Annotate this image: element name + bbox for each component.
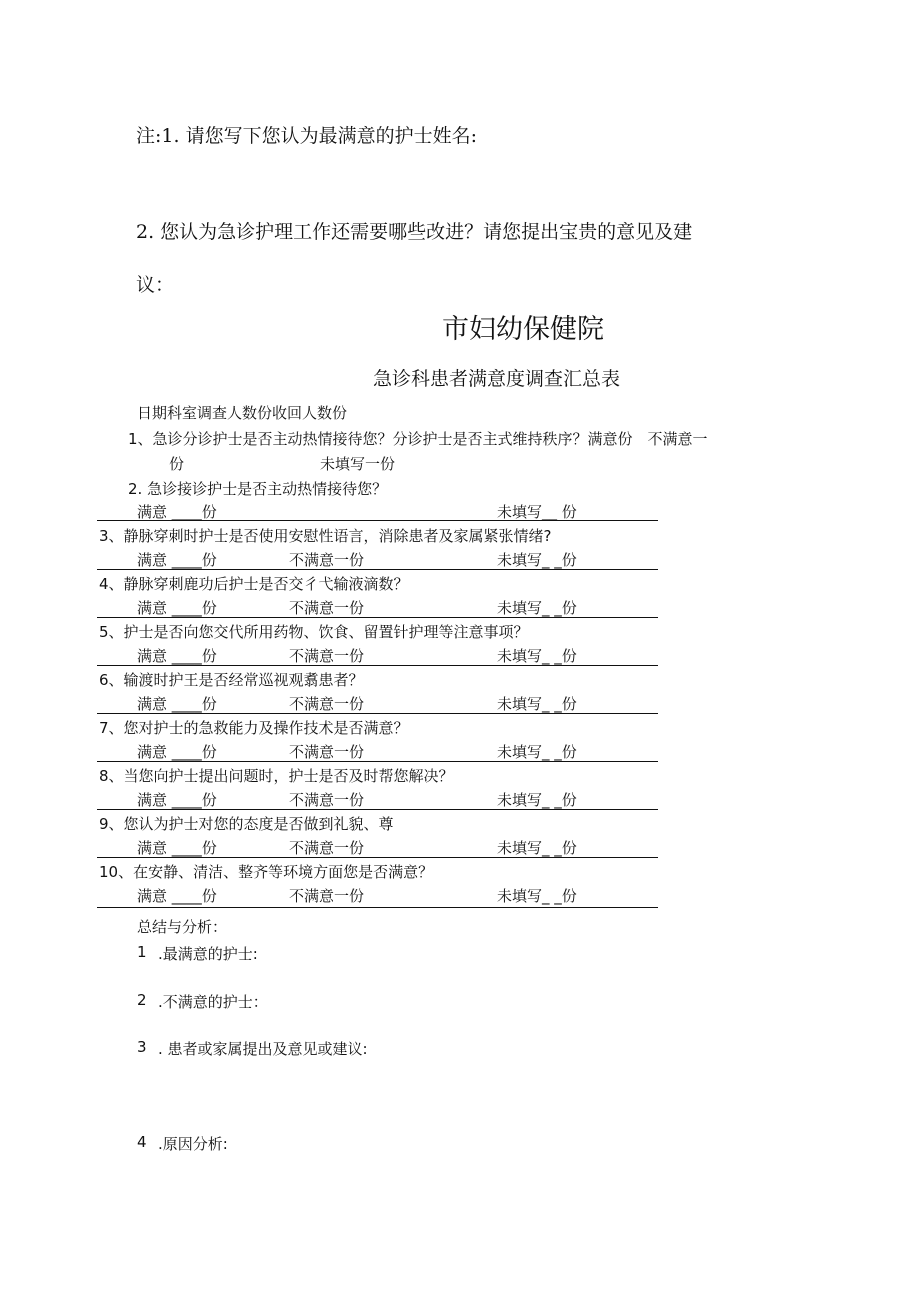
divider <box>97 665 658 666</box>
unsatisfied-count: 不满意一份 <box>289 647 365 665</box>
satisfied-count: 满意 ____份 <box>137 887 217 905</box>
question-2-text: 2. 急诊接诊护士是否主动热情接待您？ <box>128 480 388 498</box>
divider <box>97 520 658 521</box>
divider <box>97 713 658 714</box>
unsatisfied-count: 不满意一份 <box>289 887 365 905</box>
divider <box>97 761 658 762</box>
summary-item-text: .不满意的护士： <box>158 993 268 1011</box>
satisfied-count: 满意 ____份 <box>137 743 217 761</box>
unsatisfied-count: 不满意一份 <box>289 791 365 809</box>
unsatisfied-count: 不满意一份 <box>289 551 365 569</box>
summary-item-number: 2 <box>137 991 147 1009</box>
hospital-name: 市妇幼保健院 <box>442 314 604 345</box>
question-text: 6、输渡时护王是否经常巡视观翥患者？ <box>99 671 364 689</box>
satisfied-count: 满意 ____份 <box>137 695 217 713</box>
summary-item-text: .原因分析: <box>158 1135 228 1153</box>
satisfied-count: 满意 ____份 <box>137 599 217 617</box>
survey-meta: 日期科室调查人数份收回人数份 <box>137 404 348 422</box>
summary-item-number: 1 <box>137 943 147 961</box>
unsatisfied-count: 不满意一份 <box>289 695 365 713</box>
divider <box>97 569 658 570</box>
note-line-3: 议： <box>136 274 175 296</box>
question-text: 5、护士是否向您交代所用药物、饮食、留置针护理等注意事项？ <box>99 623 529 641</box>
question-2-unfilled: 未填写__ 份 <box>497 503 577 521</box>
divider <box>97 907 658 908</box>
unsatisfied-count: 不满意一份 <box>289 839 365 857</box>
summary-item-number: 3 <box>137 1038 147 1056</box>
note-line-2: 2. 您认为急诊护理工作还需要哪些改进？请您提出宝贵的意见及建 <box>136 221 693 243</box>
question-text: 10、在安静、清洁、整齐等环境方面您是否满意？ <box>99 863 434 881</box>
summary-heading: 总结与分析： <box>137 918 228 936</box>
unfilled-count: 未填写_ _份 <box>497 647 577 665</box>
question-text: 3、静脉穿刺时护士是否使用安慰性语言，消除患者及家属紧张情绪? <box>99 527 552 545</box>
unfilled-count: 未填写_ _份 <box>497 695 577 713</box>
divider <box>97 857 658 858</box>
question-text: 7、您对护士的急救能力及操作技术是否满意？ <box>99 719 409 737</box>
unfilled-count: 未填写_ _份 <box>497 599 577 617</box>
note-line-1: 注:1. 请您写下您认为最满意的护士姓名: <box>136 125 477 147</box>
summary-item-text: . 患者或家属提出及意见或建议: <box>158 1040 368 1058</box>
unfilled-count: 未填写_ _份 <box>497 551 577 569</box>
divider <box>97 617 658 618</box>
question-text: 4、静脉穿刺鹿功后护士是否交彳弋输液滴数？ <box>99 575 409 593</box>
satisfied-count: 满意 ____份 <box>137 839 217 857</box>
unsatisfied-count: 不满意一份 <box>289 743 365 761</box>
unsatisfied-count: 不满意一份 <box>289 599 365 617</box>
satisfied-count: 满意 ____份 <box>137 791 217 809</box>
satisfied-count: 满意 ____份 <box>137 647 217 665</box>
question-2-satisfied: 满意 ____份 <box>137 503 217 521</box>
unfilled-count: 未填写_ _份 <box>497 839 577 857</box>
question-text: 9、您认为护士对您的态度是否做到礼貌、尊 <box>99 815 394 833</box>
summary-item-text: .最满意的护士: <box>158 945 258 963</box>
unfilled-count: 未填写_ _份 <box>497 743 577 761</box>
unfilled-count: 未填写_ _份 <box>497 791 577 809</box>
question-text: 8、当您向护士提出问题时，护士是否及时帮您解决？ <box>99 767 454 785</box>
form-title: 急诊科患者满意度调查汇总表 <box>373 368 621 390</box>
satisfied-count: 满意 ____份 <box>137 551 217 569</box>
question-1-cont-a: 份 <box>169 455 185 473</box>
unfilled-count: 未填写_ _份 <box>497 887 577 905</box>
question-1-text: 1、急诊分诊护士是否主动热情接待您？分诊护士是否主式维持秩序？满意份 不满意一 <box>128 430 708 448</box>
question-1-cont-b: 未填写一份 <box>320 455 396 473</box>
divider <box>97 809 658 810</box>
summary-item-number: 4 <box>137 1133 147 1151</box>
